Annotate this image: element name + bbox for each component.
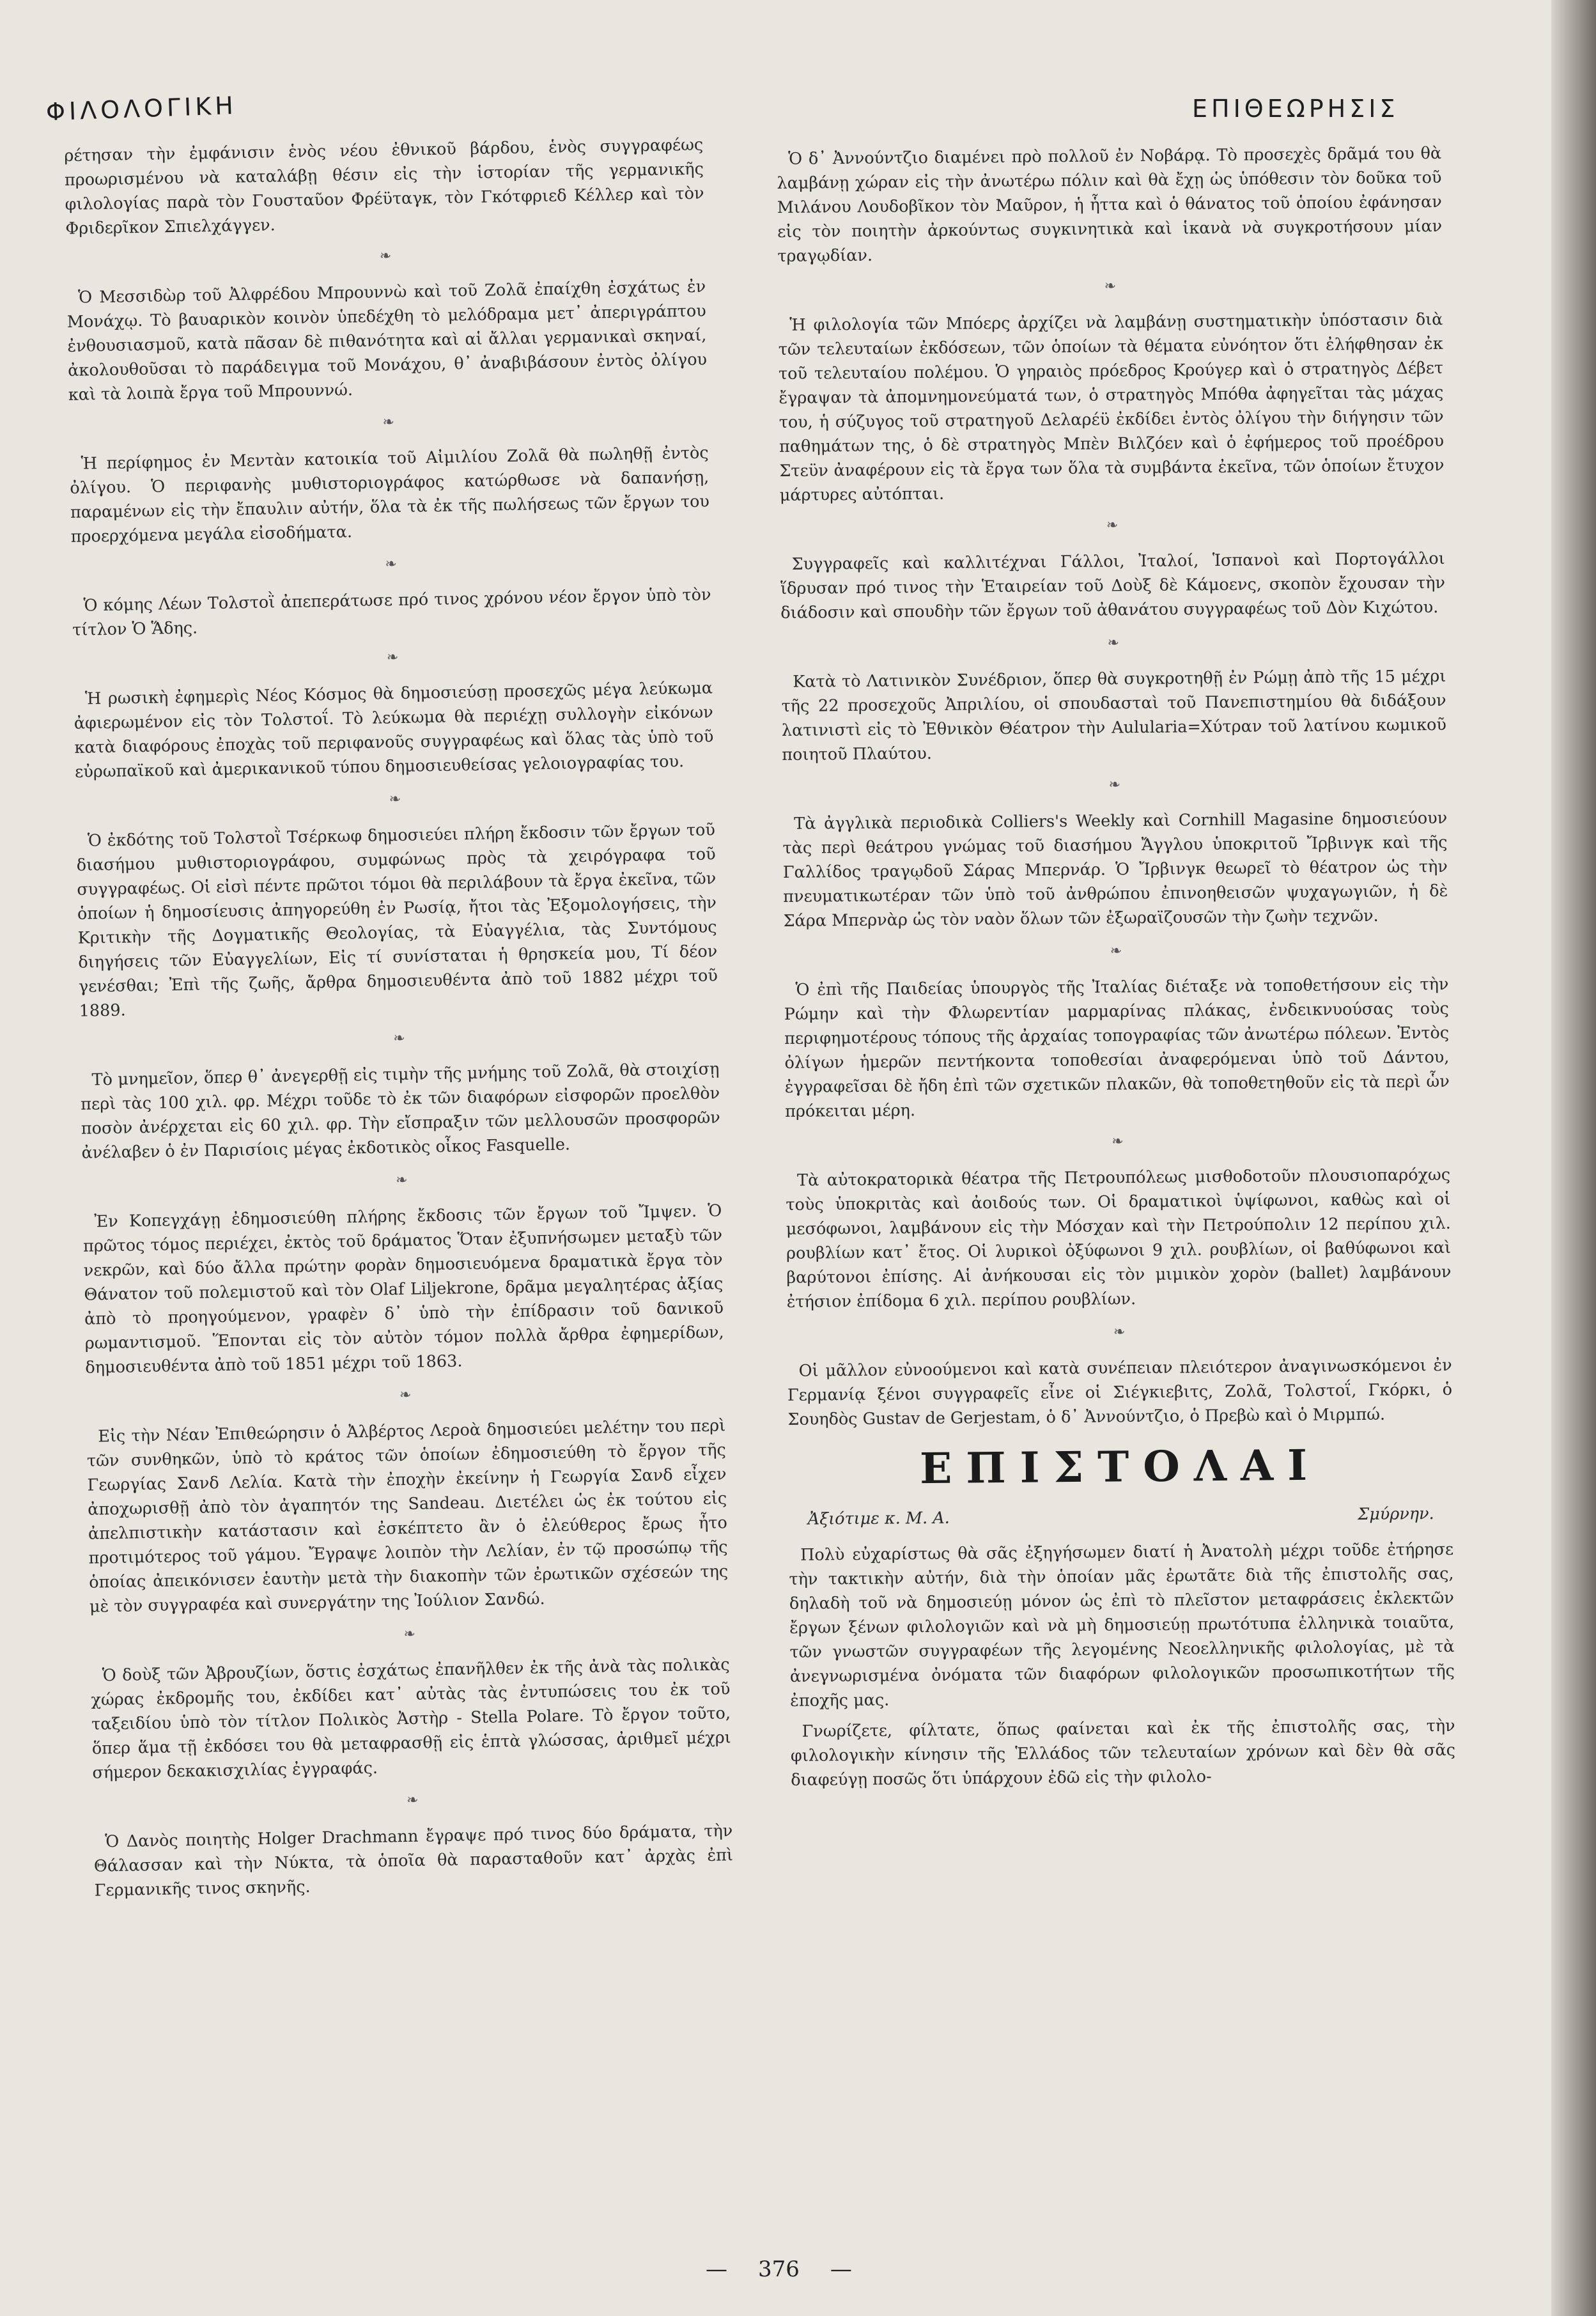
news-item: Τὰ ἀγγλικὰ περιοδικὰ Colliers's Weekly καὶ Cornhill Magasine δημοσιεύουν τὰς περὶ θεάτρου γνώμας τοῦ διασήμου Ἄγγλου ὑποκριτοῦ Ἴρβινγκ καὶ τῆς Γαλλίδος τραγῳδοῦ Σάρας Μπερνάρ. Ὁ Ἴρβινγκ θεωρεῖ τὸ θέατρον ὡς τὴν πνευματικωτέραν τῶν ὑπὸ τοῦ ἀνθρώπου ἐπινοηθεισῶν ψυχαγωγιῶν, ἡ δὲ Σάρα Μπερνὰρ ὡς τὸν ναὸν ὅλων τῶν ἐξωραϊζουσῶν τὴν ζωὴν τεχνῶν. [782,808,1448,931]
ornament-divider: ❧ [1104,278,1117,295]
ornament-divider: ❧ [1110,943,1122,960]
news-item: Τὰ αὐτοκρατορικὰ θέατρα τῆς Πετρουπόλεως μισθοδοτοῦν πλουσιοπαρόχως τοὺς ὑποκριτὰς καὶ ἀοιδούς των. Οἱ δραματικοὶ ὑψίφωνοι, καθὼς καὶ οἱ μεσόφωνοι, λαμβάνουν εἰς τὴν Μόσχαν καὶ τὴν Πετρούπολιν 12 περίπου χιλ. ρουβλίων κατ᾽ ἔτος. Οἱ λυρικοὶ ὀξύφωνοι 9 χιλ. ρουβλίων, οἱ βαθύφωνοι καὶ βαρύτονοι ἐπίσης. Αἱ ἀνήκουσαι εἰς τὸν μιμικὸν χορὸν (ballet) λαμβάνουν ἐτήσιον ἐπίδομα 6 χιλ. περίπου ρουβλίων. [786,1165,1452,1312]
ornament-divider: ❧ [399,1387,412,1404]
news-item: Ἐν Κοπεγχάγῃ ἐδημοσιεύθη πλήρης ἔκδοσις τῶν ἔργων τοῦ Ἴμψεν. Ὁ πρῶτος τόμος περιέχει, ἐκτὸς τοῦ δράματος Ὅταν ἐξυπνήσωμεν μεταξὺ τῶν νεκρῶν, καὶ δύο ἄλλα πρώτην φορὰν δημοσιευόμενα δραματικὰ ἔργα τὸν Θάνατον τοῦ πολεμιστοῦ καὶ τὸν Olaf Liljekrone, δρᾶμα μεγαλητέρας ἀξίας ἀπὸ τὸ προηγούμενον, γραφὲν δ᾽ ὑπὸ τὴν ἐπίδρασιν τοῦ δανικοῦ ρωμαντισμοῦ. Ἕπονται εἰς τὸν αὐτὸν τόμον πολλὰ ἄρθρα ἐφημερίδων, δημοσιευθέντα ἀπὸ τοῦ 1851 μέχρι τοῦ 1863. [82,1201,724,1378]
news-item: Ὁ Δανὸς ποιητὴς Holger Drachmann ἔγραψε πρό τινος δύο δράματα, τὴν Θάλασσαν καὶ τὴν Νύκτα, τὰ ὁποῖα θὰ παρασταθοῦν κατ᾽ ἀρχὰς ἐπὶ Γερμανικῆς τινος σκηνῆς. [93,1821,734,1900]
news-item: Ἡ ρωσικὴ ἐφημερὶς Νέος Κόσμος θὰ δημοσιεύσῃ προσεχῶς μέγα λεύκωμα ἀφιερωμένον εἰς τὸν Τολστοΐ. Τὸ λεύκωμα θὰ περιέχῃ συλλογὴν εἰκόνων κατὰ διαφόρους ἐποχὰς τοῦ περιφανοῦς συγγραφέως καὶ ὅλας τὰς ὑπὸ τοῦ εὐρωπαϊκοῦ καὶ ἀμερικανικοῦ τύπου δημοσιευθείσας γελοιογραφίας του. [74,678,714,782]
news-item: Εἰς τὴν Νέαν Ἐπιθεώρησιν ὁ Ἀλβέρτος Λεροὰ δημοσιεύει μελέτην του περὶ τῶν συνθηκῶν, ὑπὸ τὸ κράτος τῶν ὁποίων ἐδημοσιεύθη τὸ ἔργον τῆς Γεωργίας Σανδ Λελία. Κατὰ τὴν ἐποχὴν ἐκείνην ἡ Γεωργία Σανδ εἶχεν ἀποχωρισθῇ ἀπὸ τὸν ἀγαπητόν της Sandeau. Διετέλει ὡς ἐκ τούτου εἰς ἀπελπιστικὴν κατάστασιν καὶ ἐσκέπτετο ἂν ὁ ἐλεύθερος ἔρως ἦτο προτιμότερος τοῦ γάμου. Ἔγραψε λοιπὸν τὴν Λελίαν, ἐν τῷ προσώπῳ τῆς ὁποίας ἀπεικόνισεν ἑαυτὴν μετὰ τὴν διακοπὴν τῶν ἐρωτικῶν σχέσεών της μὲ τὸν συγγραφέα καὶ συνεργάτην της Ἰούλιον Σανδώ. [86,1416,729,1617]
ornament-divider: ❧ [1106,517,1119,534]
page-number-value: 376 [758,2257,800,2282]
news-item: Ὁ Μεσσιδὼρ τοῦ Ἀλφρέδου Μπρουννὼ καὶ τοῦ Ζολᾶ ἐπαίχθη ἐσχάτως ἐν Μονάχῳ. Τὸ βαυαρικὸν κοινὸν ὑπεδέχθη τὸ μελόδραμα μετ᾽ ἀπεριγράπτου ἐνθουσιασμοῦ, κατὰ πᾶσαν δὲ πιθανότητα καὶ αἱ ἄλλαι γερμανικαὶ σκηναί, ἀκολουθοῦσαι τὸ παράδειγμα τοῦ Μονάχου, θ᾽ ἀναβιβάσουν ἐντὸς ὀλίγου καὶ τὰ λοιπὰ ἔργα τοῦ Μπρουννώ. [66,277,708,405]
news-item: Ἡ φιλολογία τῶν Μπόερς ἀρχίζει νὰ λαμβάνῃ συστηματικὴν ὑπόστασιν διὰ τῶν τελευταίων ἐκδόσεων, τῶν ὁποίων τὰ θέματα εὐνόητον ὅτι ἐλήφθησαν ἐκ τοῦ τελευταίου πολέμου. Ὁ γηραιὸς πρόεδρος Κρούγερ καὶ ὁ στρατηγὸς Δέβετ ἔγραψαν τὰ ἀπομνημονεύματά των, ὁ στρατηγὸς Μπόθα ἀφηγεῖται τὰς μάχας του, ἡ σύζυγος τοῦ στρατηγοῦ Δελαρέϋ ἐκδίδει ἐντὸς ὀλίγου τὴν διήγησιν τῶν παθημάτων της, ὁ δὲ στρατηγὸς Μπὲν Βιλζόεν καὶ ὁ ἐφήμερος τοῦ προέδρου Στεϋν ἀναφέρουν εἰς τὰ ἔργα των ὅλα τὰ συμβάντα ἐκεῖνα, τῶν ὁποίων ἔτυχον μάρτυρες αὐτόπται. [778,309,1445,505]
letter-salutation-row [808,1502,1434,1532]
letter-paragraph: Γνωρίζετε, φίλτατε, ὅπως φαίνεται καὶ ἐκ τῆς ἐπιστολῆς σας, τὴν φιλολογικὴν κίνησιν τῆς Ἑλλάδος τῶν τελευταίων χρόνων καὶ δὲν θὰ σᾶς διαφεύγῃ ποσῶς ὅτι ὑπάρχουν ἐδῶ εἰς τὴν φιλολο- [790,1716,1456,1790]
ornament-divider: ❧ [379,248,392,265]
letter-place: Σμύρνην. [1358,1504,1434,1525]
ornament-divider: ❧ [1107,635,1120,651]
news-item: Ἡ περίφημος ἐν Μεντὰν κατοικία τοῦ Αἰμιλίου Ζολᾶ θὰ πωληθῇ ἐντὸς ὀλίγου. Ὁ περιφανὴς μυθιστοριογράφος κατώρθωσε νὰ δαπανήσῃ, παραμένων εἰς τὴν ἔπαυλιν αὐτήν, ὅλα τὰ ἐκ τῆς πωλήσεως τῶν ἔργων του προερχόμενα μεγάλα εἰσοδήματα. [70,443,710,547]
news-item: Τὸ μνημεῖον, ὅπερ θ᾽ ἀνεγερθῇ εἰς τιμὴν τῆς μνήμης τοῦ Ζολᾶ, θὰ στοιχίσῃ περὶ τὰς 100 χιλ. φρ. Μέχρι τοῦδε τὸ ἐκ τῶν διαφόρων εἰσφορῶν προελθὸν ποσὸν ἀνέρχεται εἰς 60 χιλ. φρ. Τὴν εἴσπραξιν τῶν μελλουσῶν προσφορῶν ἀνέλαβεν ὁ ἐν Παρισίοις μέγας ἐκδοτικὸς οἶκος Fasquelle. [80,1059,721,1163]
news-item: Οἱ μᾶλλον εὐνοούμενοι καὶ κατὰ συνέπειαν πλειότερον ἀναγινωσκόμενοι ἐν Γερμανίᾳ ξένοι συγγραφεῖς εἶνε οἱ Σιέγκιεβιτς, Ζολᾶ, Τολστοΐ, Γκόρκι, ὁ Σουηδὸς Gustav de Gerjestam, ὁ δ᾽ Ἀννούντζιο, ὁ Πρεβὼ καὶ ὁ Μιρμπώ. [787,1355,1453,1429]
ornament-divider: ❧ [406,1792,419,1809]
ornament-divider: ❧ [382,414,395,431]
letter-salutation: Ἀξιότιμε κ. Μ. Α. [807,1508,950,1529]
news-item: Ὁ ἐκδότης τοῦ Τολστοῒ Τσέρκωφ δημοσιεύει πλήρη ἔκδοσιν τῶν ἔργων τοῦ διασήμου μυθιστοριογράφου, συμφώνως πρὸς τὰ χειρόγραφα τοῦ συγγραφέως. Οἱ εἰσὶ πέντε πρῶτοι τόμοι θὰ περιλάβουν τὰ ἔργα ἐκεῖνα, τῶν ὁποίων ἡ δημοσίευσις ἀπηγορεύθη ἐν Ρωσίᾳ, ἤτοι τὰς Ἐξομολογήσεις, τὴν Κριτικὴν τῆς Δογματικῆς Θεολογίας, τὰ Εὐαγγέλια, τὰς Συντόμους διηγήσεις τῶν Εὐαγγελίων, Εἰς τί συνίσταται ἡ θρησκεία μου, Τί δέον γενέσθαι; Ἐπὶ τῆς ζωῆς, ἄρθρα δημοσιευθέντα ἀπὸ τοῦ 1882 μέχρι τοῦ 1889. [76,820,718,1021]
book-binding-shadow [1551,0,1596,2316]
ornament-divider: ❧ [1108,777,1121,793]
news-item: ρέτησαν τὴν ἐμφάνισιν ἑνὸς νέου ἐθνικοῦ βάρδου, ἑνὸς συγγραφέως προωρισμένου νὰ καταλάβῃ θέσιν εἰς τὴν ἱστορίαν τῆς γερμανικῆς φιλολογίας παρὰ τὸν Γουσταῦον Φρέϋταγκ, τὸν Γκότφριεδ Κέλλερ καὶ τὸν Φριδερῖκον Σπιελχάγγεν. [64,135,704,238]
news-item: Κατὰ τὸ Λατινικὸν Συνέδριον, ὅπερ θὰ συγκροτηθῇ ἐν Ρώμῃ ἀπὸ τῆς 15 μέχρι τῆς 22 προσεχοῦς Ἀπριλίου, οἱ σπουδασταὶ τοῦ Πανεπιστημίου θὰ διδάξουν λατινιστὶ εἰς τὸ Ἐθνικὸν Θέατρον τὴν Aulularia=Χύτραν τοῦ λατίνου κωμικοῦ ποιητοῦ Πλαύτου. [781,666,1447,765]
ornament-divider: ❧ [1112,1133,1124,1150]
news-item: Ὁ δ᾽ Ἀννούντζιο διαμένει πρὸ πολλοῦ ἐν Νοβάρᾳ. Τὸ προσεχὲς δρᾶμά του θὰ λαμβάνῃ χώραν εἰς τὴν ἀνωτέρω πόλιν καὶ θὰ ἔχῃ ὡς ὑπόθεσιν τὸν δοῦκα τοῦ Μιλάνου Λουδοβῖκον τὸν Μαῦρον, ἡ ἧττα καὶ ὁ θάνατος τοῦ ὁποίου ἐφάνησαν εἰς τὸν ποιητὴν ἀρκούντως συγκινητικὰ καὶ ἱκανὰ νὰ συγκροτήσουν μίαν τραγῳδίαν. [777,143,1443,266]
running-head-left: ΦΙΛΟΛΟΓΙΚΗ [45,91,238,127]
running-head-right: ΕΠΙΘΕΩΡΗΣΙΣ [1192,95,1399,123]
letters-heading: ΕΠΙΣΤΟΛΑΙ [919,1440,1322,1494]
ornament-divider: ❧ [386,649,399,666]
letter-paragraph: Πολὺ εὐχαρίστως θὰ σᾶς ἐξηγήσωμεν διατί ἡ Ἀνατολὴ μέχρι τοῦδε ἐτήρησε τὴν τακτικὴν αὐτήν, διὰ τὴν ὁποίαν μᾶς ἐρωτᾶτε διὰ τῆς ἐπιστολῆς σας, δηλαδὴ τοῦ νὰ δημοσιεύῃ μόνον ὡς ἐπὶ τὸ πλεῖστον μεταφράσεις ἐκλεκτῶν ἔργων ξένων φιλολογιῶν καὶ νὰ μὴ δημοσιεύῃ πρωτότυπα ἑλληνικὰ τοιαῦτα, τῶν γνωστῶν συγγραφέων τῆς λεγομένης Νεοελληνικῆς φιλολογίας, μὲ τὰ ἀνεγνωρισμένα ὀνόματα τῶν διαφόρων φιλολογικῶν προσωπικοτήτων τῆς ἐποχῆς μας. [789,1539,1455,1711]
news-item: Ὁ δοὺξ τῶν Ἀβρουζίων, ὅστις ἐσχάτως ἐπανῆλθεν ἐκ τῆς ἀνὰ τὰς πολικὰς χώρας ἐκδρομῆς του, ἐκδίδει κατ᾽ αὐτὰς τὰς ἐντυπώσεις του ἐκ τοῦ ταξειδίου ὑπὸ τὸν τίτλον Πολικὸς Ἀστὴρ - Stella Polare. Τὸ ἔργον τοῦτο, ὅπερ ἅμα τῇ ἐκδόσει του θὰ μεταφρασθῇ εἰς ἑπτὰ γλώσσας, ἀριθμεῖ μέχρι σήμερον δεκακισχιλίας ἐγγραφάς. [91,1655,731,1783]
news-item: Ὁ κόμης Λέων Τολστοῒ ἀπεπεράτωσε πρό τινος χρόνου νέον ἔργον ὑπὸ τὸν τίτλον Ὁ Ἅδης. [72,585,711,640]
right-column [777,141,1456,1799]
news-item: Συγγραφεῖς καὶ καλλιτέχναι Γάλλοι, Ἰταλοί, Ἱσπανοὶ καὶ Πορτογάλλοι ἵδρυσαν πρό τινος τὴν Ἑταιρείαν τοῦ Δοὺξ δὲ Κάμοενς, σκοπὸν ἔχουσαν τὴν διάδοσιν καὶ σπουδὴν τῶν ἔργων τοῦ ἀθανάτου συγγραφέως τοῦ Δὸν Κιχώτου. [780,548,1446,623]
page-number: — 376 — [706,2257,852,2282]
ornament-divider: ❧ [389,791,401,808]
left-column [64,133,734,1909]
news-item: Ὁ ἐπὶ τῆς Παιδείας ὑπουργὸς τῆς Ἰταλίας διέταξε νὰ τοποθετήσουν εἰς τὴν Ρώμην καὶ τὴν Φλωρεντίαν μαρμαρίνας πλάκας, ἐνδεικνυούσας τοὺς περιφημοτέρους τόπους τῆς ἀρχαίας τοπογραφίας τῶν ἀνωτέρω πόλεων. Ἐντὸς ὀλίγων ἡμερῶν πεντήκοντα τοποθεσίαι ἀναφερόμεναι ὑπὸ τοῦ Δάντου, ἐγγραφεῖσαι δὲ ἤδη ἐπὶ τῶν σχετικῶν πλακῶν, θὰ τοποθετηθοῦν εἰς τὰ περὶ ὧν πρόκειται μέρη. [784,974,1450,1121]
ornament-divider: ❧ [1113,1324,1126,1341]
ornament-divider: ❧ [395,1172,408,1189]
ornament-divider: ❧ [385,556,397,573]
ornament-divider: ❧ [403,1626,416,1643]
ornament-divider: ❧ [393,1030,405,1047]
